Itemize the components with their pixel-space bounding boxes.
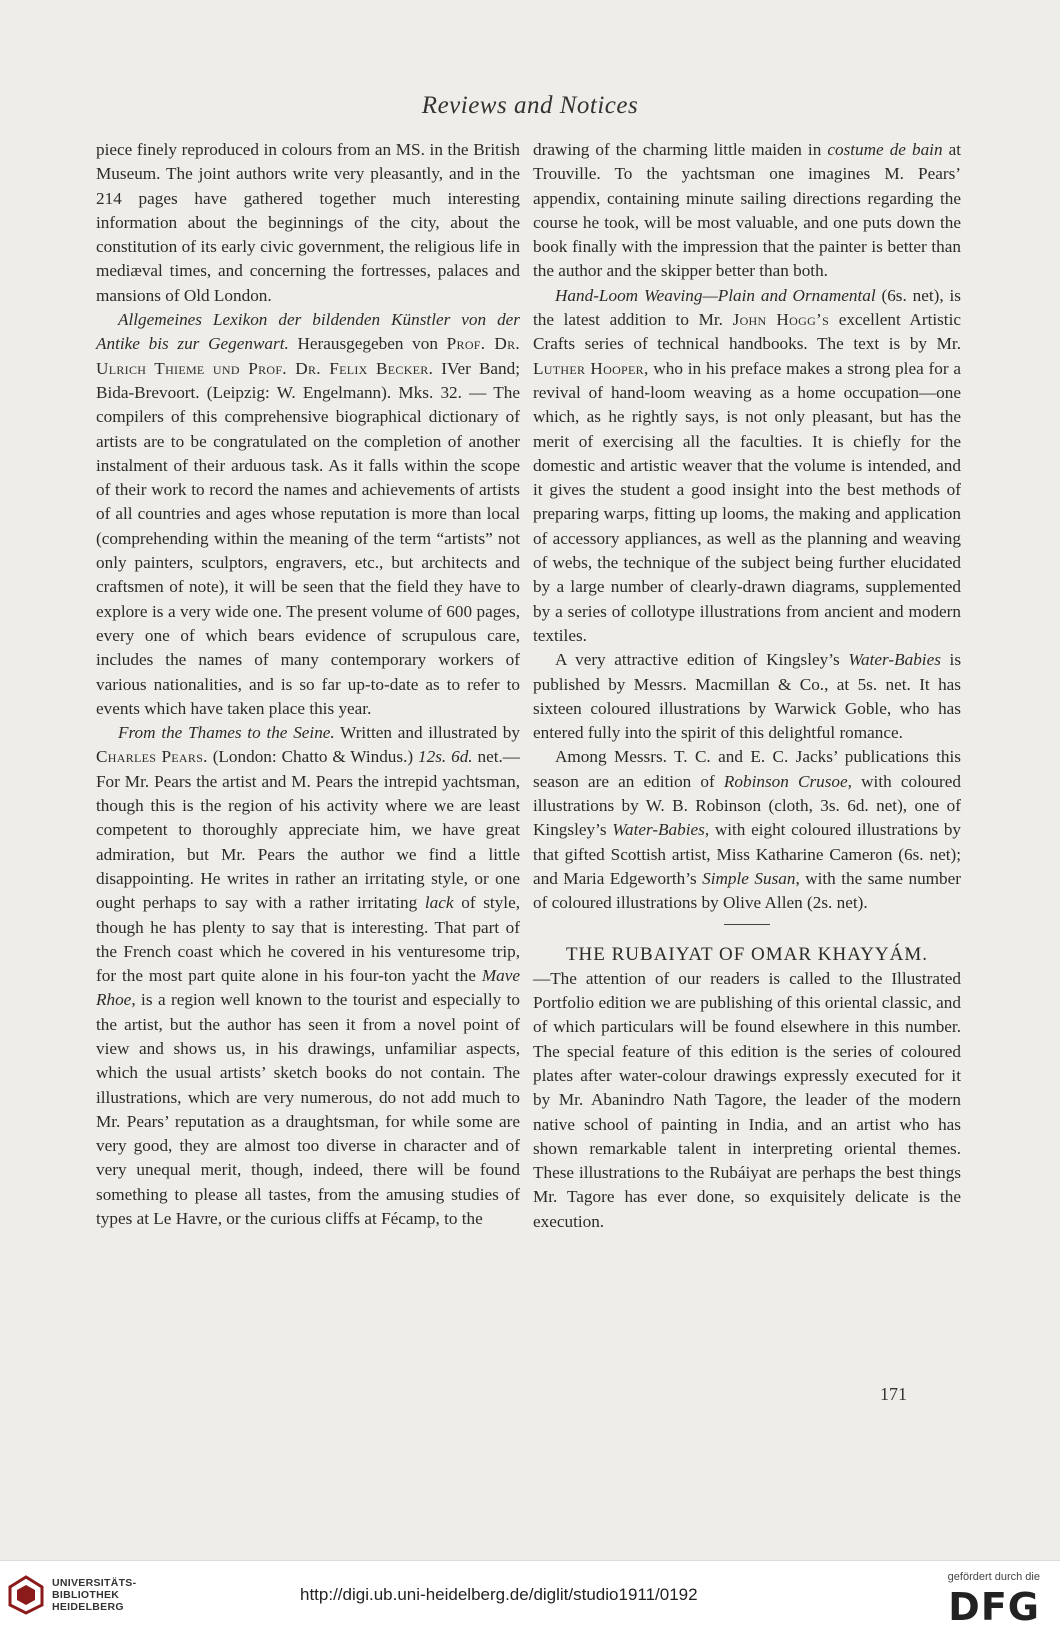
text-span: excellent Artistic Crafts series of technical handbooks. The text is by Mr. [533,310,961,354]
price: 12s. 6d. [418,747,473,767]
institution-line: UNIVERSITÄTS- [52,1577,137,1589]
digitization-footer [0,1560,1060,1632]
yacht-name: Mave Rhoe [96,966,520,1010]
section-divider [724,924,770,925]
institution-name [52,1577,136,1613]
simple-susan-title: Simple Susan [702,868,796,888]
right-column [533,138,961,1234]
author-pears: Charles Pears. [96,747,208,767]
institution-line: HEIDELBERG [52,1601,124,1613]
text-span: (London: Chatto & Windus.) [207,747,419,767]
water-babies-title: Water-Babies [848,650,941,670]
publisher-hogg: John Hogg’s [732,310,830,330]
text-span: net.—For Mr. Pears the artist and M. Pears the intrepid yachtsman, though this is the region of his activity where we are least competent to thoroughly appreciate him, we have great admiration, but Mr. Pears the author we find a little disappointing. He writes in rather an irritating style, or one ought perhaps to say with a rather irritating [96,747,520,913]
paragraph-jacks [533,745,961,915]
dfg-logo: DFG [948,1585,1040,1629]
text-span: at Trouville. To the yachtsman one imagines M. Pears’ appendix, containing minute sailing directions regarding the course he took, will be most valuable, and one puts down the book finally with the impression that the painter is better than the author and the skipper better than both. [533,140,961,281]
lack-word: lack [424,893,454,913]
costume-phrase: costume de bain [827,140,943,159]
library-logo-icon [8,1575,44,1615]
text-span: of style, though he has plenty to say that is interesting. That part of the French coast which he covered in his venturesome trip, for the most part quite alone in his four-ton yacht the [96,893,521,986]
author-hooper: Luther Hooper, [533,358,649,378]
source-url-link[interactable]: http://digi.ub.uni-heidelberg.de/diglit/studio1911/0192 [300,1585,698,1604]
crusoe-title: Robinson Crusoe [723,771,848,791]
text-span: , with the same number of coloured illustrations by Olive Allen (2s. net). [533,868,961,913]
paragraph-hand-loom [533,284,961,648]
funding-label: gefördert durch die [947,1571,1040,1583]
text-span: , with coloured illustrations by W. B. Robinson (cloth, 3s. 6d. net), one of Kingsley’s [533,771,961,840]
paragraph-water-babies [533,648,961,745]
rubaiyat-heading: THE RUBAIYAT OF OMAR KHAYYÁM. [565,943,929,965]
text-span: is published by Messrs. Macmillan & Co., at 5s. net. It has sixteen coloured illustrations by Warwick Goble, who has entered fully into the spirit of this delightful romance. [533,650,962,743]
left-column [96,138,520,1231]
paragraph-thames-seine [96,721,520,1231]
institution-line: BIBLIOTHEK [52,1589,120,1601]
hand-loom-title: Hand-Loom Weaving—Plain and Ornamental [555,285,876,305]
lexikon-title: Allgemeines Lexikon der bildenden Künstler von der Antike bis zur Gegenwart. [96,310,520,354]
thames-seine-title: From the Thames to the Seine. [118,723,335,743]
running-title: Reviews and Notices [421,92,639,119]
text-span: A very attractive edition of Kingsley’s [555,650,849,670]
paragraph-trouville [533,138,961,284]
text-span: , with eight coloured illustrations by that gifted Scottish artist, Miss Katharine Cameron (6s. net); and Maria Edgeworth’s [533,820,962,888]
paragraph-lexikon [96,308,520,721]
page-number: 171 [880,1384,907,1404]
text-span: Herausgegeben von [288,334,447,354]
editor-names: Prof. Dr. Ulrich Thieme und Prof. Dr. Felix Becker. [96,334,521,378]
text-span: Among Messrs. T. C. and E. C. Jacks’ publications this season are an edition of [533,747,961,791]
text-span: who in his preface makes a strong plea for a revival of hand-loom weaving as a home occupation—one which, as he rightly says, is not only pleasant, but has the merit of exercising all the faculties. It is chiefly for the domestic and artistic weaver that the volume is intended, and it gives the student a good insight into the best methods of preparing warps, fitting up looms, the making and application of accessory appliances, as well as the planning and weaving of webs, the technique of the subject being further elucidated by a large number of clearly-drawn diagrams, supplemented by a series of collotype illustrations from ancient and modern textiles. [533,358,962,645]
paragraph-rubaiyat: —The attention of our readers is called to the Illustrated Portfolio edition we are publishing of this oriental classic, and of which particulars will be found elsewhere in this number. The special feature of this edition is the series of coloured plates after water-colour drawings expressly executed for it by Mr. Abanindro Nath Tagore, the leader of the modern native school of painting in India, and an artist who has shown remarkable talent in interpreting oriental themes. These illustrations to the Rubáiyat are perhaps the best things Mr. Tagore has ever done, so exquisitely delicate is the execution. [533,968,961,1231]
water-babies-title-2: Water-Babies [612,820,705,840]
text-span: drawing of the charming little maiden in [533,140,828,159]
text-span: Written and illustrated by [334,723,520,743]
text-span: , is a region well known to the tourist and especially to the artist, but the author has seen it from a novel point of view and shows us, in his drawings, unfamiliar aspects, which the usual artists’ sketch books do not contain. The illustrations, which are very numerous, do not add much to Mr. Pears’ reputation as a draughtsman, for while some are very good, they are almost too diverse in character and of very unequal merit, though, indeed, there will be found something to please all tastes, from the amusing studies of types at Le Havre, or the curious cliffs at Fécamp, to the [96,990,520,1229]
paragraph-london: piece finely reproduced in colours from an MS. in the British Museum. The joint authors write very pleasantly, and in the 214 pages have gathered together much interesting information about the beginnings of the city, about the constitution of its early civic government, the religious life in mediæval times, and concerning the fortresses, palaces and mansions of Old London. [96,140,520,305]
text-span: (6s. net), is the latest addition to Mr. [533,285,961,330]
text-span: IVer Band; Bida-Brevoort. (Leipzig: W. Engelmann). Mks. 32. — The compilers of this comprehensive biographical dictionary of artists are to be congratulated on the completion of another instalment of their arduous task. As it falls within the scope of their work to record the names and achievements of artists of all countries and ages whose reputation is more than local (comprehending within the meaning of the term “artists” not only painters, sculptors, engravers, etc., but architects and craftsmen of note), it will be seen that the field they have to explore is a very wide one. The present volume of 600 pages, every one of which bears evidence of scrupulous care, includes the names of many contemporary workers of various nationalities, and is so far up-to-date as to refer to events which have taken place this year. [96,358,521,718]
